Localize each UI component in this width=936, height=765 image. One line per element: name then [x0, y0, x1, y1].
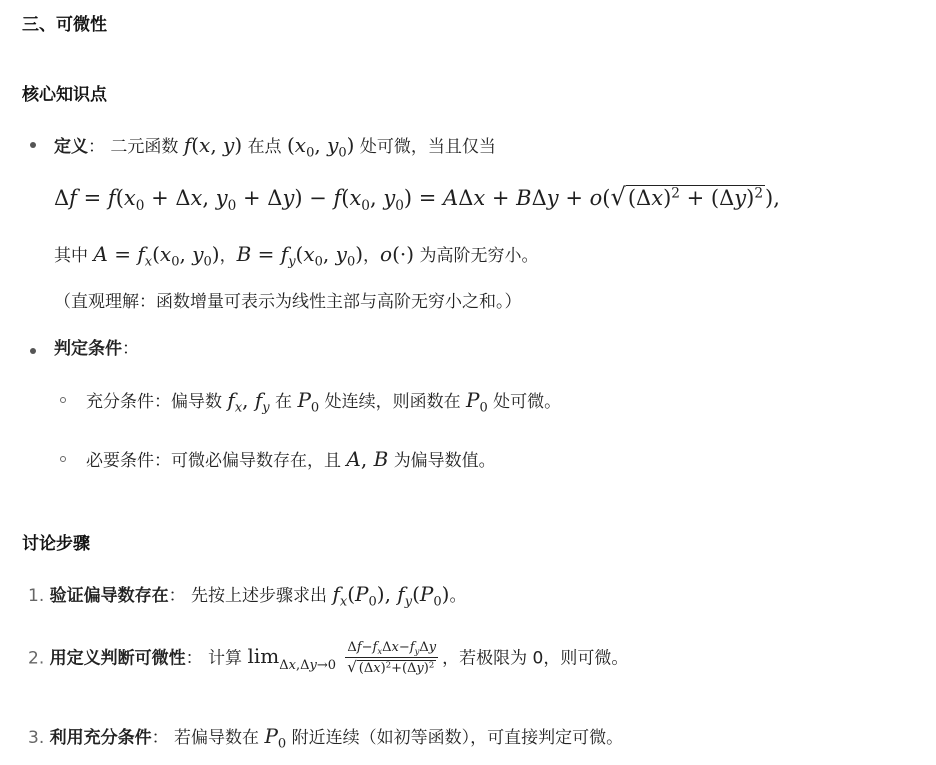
- criteria-line: [54, 339, 139, 359]
- where-sep-2: ，: [363, 246, 381, 266]
- step-1-end: 。: [449, 586, 467, 606]
- suff-mid: 在: [275, 392, 293, 412]
- definition-note: （直观理解：函数增量可表示为线性主部与高阶无穷小之和。）: [54, 292, 522, 312]
- step-1-label: 验证偏导数存在: [49, 586, 169, 606]
- suff-p0: $P_0$: [297, 388, 320, 416]
- nec-prefix: 必要条件：可微必偏导数存在，且: [86, 451, 341, 471]
- step-2: [28, 640, 628, 677]
- where-sep: ，: [219, 246, 237, 266]
- bullet-circle-icon: [60, 456, 66, 462]
- step-2-end: ，若极限为 0，则可微。: [442, 648, 629, 669]
- bullet-circle-icon: [60, 397, 66, 403]
- step-1: [28, 582, 467, 610]
- nec-vars: A, B: [346, 447, 389, 471]
- definition-label: 定义: [54, 137, 88, 157]
- definition-colon: ：: [88, 137, 105, 157]
- section-title: 三、可微性: [22, 15, 107, 35]
- criteria-colon: ：: [122, 339, 139, 359]
- step-3-label: 利用充分条件: [49, 728, 152, 748]
- b-equation: $B = f_y(x_0$, $y_0$): [236, 242, 364, 270]
- step-3-end: 附近连续（如初等函数），可直接判定可微。: [291, 728, 624, 748]
- definition-intro: 二元函数: [110, 137, 179, 157]
- definition-formula: $\Delta f = f(x_0 + \Delta x$, $y_0 + \Delta y) - f(x_0$, $y_0) = A\Delta x + B\Delta y + o(√(\Delta x)^2 + (\Delta y)^2)$,: [54, 183, 780, 214]
- step-1-text: 先按上述步骤求出: [191, 586, 328, 606]
- step-2-limit: $\lim_{\Delta x,\Delta y\to 0}$: [247, 644, 337, 674]
- o-term: o(·): [380, 242, 415, 266]
- where-text: 其中: [54, 246, 88, 266]
- bullet-dot-icon: [30, 142, 36, 148]
- step-2-colon: ：: [185, 648, 203, 669]
- step-3: [28, 724, 624, 752]
- necessary-condition: [86, 447, 496, 471]
- core-heading: 核心知识点: [22, 85, 107, 105]
- step-3-math: $P_0$: [264, 724, 287, 752]
- definition-diff-text: 处可微，当且仅当: [359, 137, 496, 157]
- definition-where-line: [54, 242, 539, 270]
- definition-point: ($x_0$, $y_0$): [286, 133, 355, 161]
- step-3-colon: ：: [151, 728, 169, 748]
- definition-line: [54, 133, 496, 161]
- definition-at-point: 在点: [247, 137, 282, 157]
- step-3-number: 3.: [28, 728, 45, 748]
- nec-end: 为偏导数值。: [393, 451, 496, 471]
- suff-p0-2: $P_0$: [466, 388, 488, 416]
- suff-prefix: 充分条件：偏导数: [86, 392, 222, 412]
- step-2-fraction: $\frac{\Delta f-f_x\Delta x-f_y\Delta y}{√ (\Delta x)^2+(\Delta y)^2}$: [347, 640, 437, 676]
- definition-func: f(x, y): [183, 133, 243, 157]
- step-2-number: 2.: [28, 648, 45, 669]
- suff-text: 处连续，则函数在: [324, 392, 461, 412]
- suff-vars: $f_x$, $f_y$: [227, 388, 270, 416]
- step-1-colon: ：: [168, 586, 186, 606]
- sufficient-condition: [86, 388, 562, 416]
- suff-end: 处可微。: [493, 392, 562, 412]
- steps-heading: 讨论步骤: [22, 534, 90, 554]
- a-equation: $A = f_x(x_0$, $y_0$): [93, 242, 220, 270]
- step-1-number: 1.: [28, 586, 45, 606]
- bullet-dot-icon: [30, 348, 36, 354]
- o-text: 为高阶无穷小。: [419, 246, 539, 266]
- step-3-text: 若偏导数在: [174, 728, 260, 748]
- step-1-math: $f_x(P_0)$, $f_y(P_0)$: [332, 582, 450, 610]
- step-2-text: 计算: [208, 648, 243, 669]
- criteria-label: 判定条件: [54, 339, 122, 359]
- step-2-label: 用定义判断可微性: [49, 648, 186, 669]
